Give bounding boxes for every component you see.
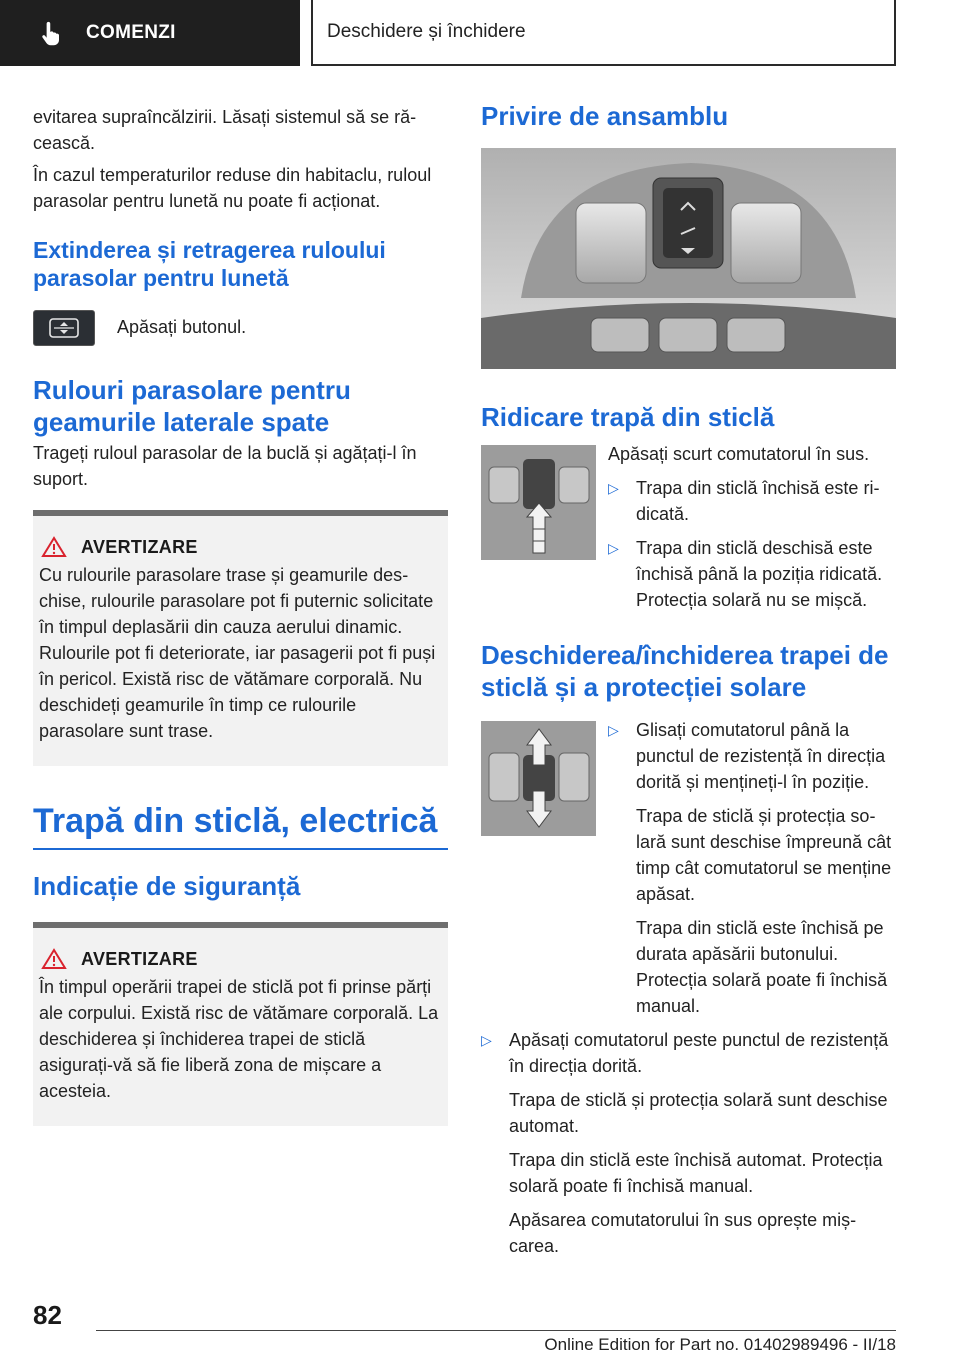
page-number: 82 [33, 1300, 62, 1330]
list-item-text: Glisați comutatorul până la punctul de rezistență în direcția dorită și mențineți-l în poziție. [636, 720, 886, 792]
warning-label: AVERTIZARE [81, 536, 198, 557]
list-item [608, 535, 896, 613]
hand-pointer-icon [38, 19, 66, 47]
bullet-triangle-icon: ▷ [481, 1032, 492, 1048]
list-item-text: Apăsați comutatorul peste punctul de rezistență în direcția dorită. [509, 1030, 889, 1076]
bullet-triangle-icon: ▷ [608, 540, 619, 556]
open-close-switch-photo [481, 721, 596, 836]
switch-up-illustration [481, 445, 596, 560]
press-button-text: Apăsați butonul. [117, 317, 247, 337]
chapter-header [311, 0, 896, 66]
bullet-triangle-icon: ▷ [608, 480, 619, 496]
chapter-title: Deschidere și închidere [327, 21, 526, 42]
open-close-text-block [608, 717, 896, 1019]
heading-rule [33, 848, 448, 850]
overview-photo [481, 148, 896, 369]
intro-paragraph-1: evitarea supraîncălzirii. Lăsați sistemul să se răcească. [33, 107, 417, 153]
raise-text-block [608, 441, 896, 613]
warning-header [41, 948, 448, 970]
heading-extend-rear-blind: Extinderea și retragerea ruloului parasolar pentru lunetă [33, 237, 386, 291]
warning-header [41, 536, 448, 558]
rear-side-blinds-text: Trageți ruloul parasolar de la buclă și agățați-l în suport. [33, 443, 417, 489]
warning-box-sunroof [33, 922, 448, 1126]
bullet-triangle-icon: ▷ [608, 722, 619, 738]
list-item [608, 475, 896, 527]
list-item-text: Trapa din sticlă deschisă este închisă până la poziția ridicată. Protecția solară nu se mișcă. [636, 538, 883, 610]
list-item-text: Trapa de sticlă și protecția solară sunt deschise automat. [509, 1090, 888, 1136]
rear-blind-button-icon [33, 310, 95, 346]
warning-text: Cu rulourile parasolare trase și geamurile deschise, rulourile parasolare pot fi puternic solicitate în timpul deplasării din cauza aerului dinamic. Rulourile pot fi deteriorate, iar pasagerii pot fi puși în pericol. Există risc de vătămare corporală. Nu deschideți geamurile în timp ce rulourile parasolare sunt trase. [39, 565, 436, 741]
open-close-section [481, 721, 896, 1019]
list-item-text: Trapa de sticlă și protecția solară sunt deschise împreună cât timp cât comutatorul se menține apăsat. [636, 806, 892, 904]
list-item-text: Trapa din sticlă închisă este ridicată. [636, 478, 880, 524]
heading-safety-note: Indicație de siguranță [33, 871, 301, 901]
list-item [608, 717, 896, 1019]
right-column [481, 100, 896, 1259]
section-label: COMENZI [86, 22, 176, 43]
list-item-text: Trapa din sticlă este închisă pe durata apăsării butonului. Protecția solară poate fi închisă manual. [636, 918, 888, 1016]
warning-box-blinds [33, 510, 448, 766]
footer [96, 1330, 896, 1354]
overhead-console-illustration [481, 148, 896, 369]
raise-section [481, 445, 896, 613]
heading-rear-side-blinds: Rulouri parasolare pentru geamurile laterale spate [33, 375, 351, 437]
heading-overview: Privire de ansamblu [481, 101, 729, 131]
heading-electric-sunroof: Trapă din sticlă, electrică [33, 802, 438, 840]
warning-text: În timpul operării trapei de sticlă pot fi prinse părți ale corpului. Există risc de vătămare corporală. La deschiderea și închiderea trapei de sticlă asigurați-vă să fie liberă zona de mișcare a acesteia. [39, 977, 439, 1101]
edition-text: Online Edition for Part no. 01402989496 - II/18 [544, 1335, 896, 1354]
warning-triangle-icon [41, 536, 67, 558]
left-column [33, 100, 448, 1126]
section-tab [0, 0, 300, 66]
switch-up-down-illustration [481, 721, 596, 836]
warning-triangle-icon [41, 948, 67, 970]
intro-paragraph-2: În cazul temperaturilor reduse din habitaclu, ruloul parasolar pentru lunetă nu poate fi acționat. [33, 165, 432, 211]
list-item [481, 1027, 896, 1259]
list-item-text: Trapa din sticlă este închisă automat. Protecția solară poate fi închisă manual. [509, 1150, 883, 1196]
raise-switch-photo [481, 445, 596, 560]
heading-open-close: Deschiderea/închiderea trapei de sticlă și a protecției solare [481, 640, 889, 702]
warning-label: AVERTIZARE [81, 948, 198, 969]
heading-raise-sunroof: Ridicare trapă din sticlă [481, 402, 775, 432]
press-button-row [33, 310, 448, 346]
list-item-text: Apăsarea comutatorului în sus oprește mișcarea. [509, 1210, 857, 1256]
rear-blind-symbol-icon [47, 317, 81, 339]
raise-intro: Apăsați scurt comutatorul în sus. [608, 444, 870, 464]
